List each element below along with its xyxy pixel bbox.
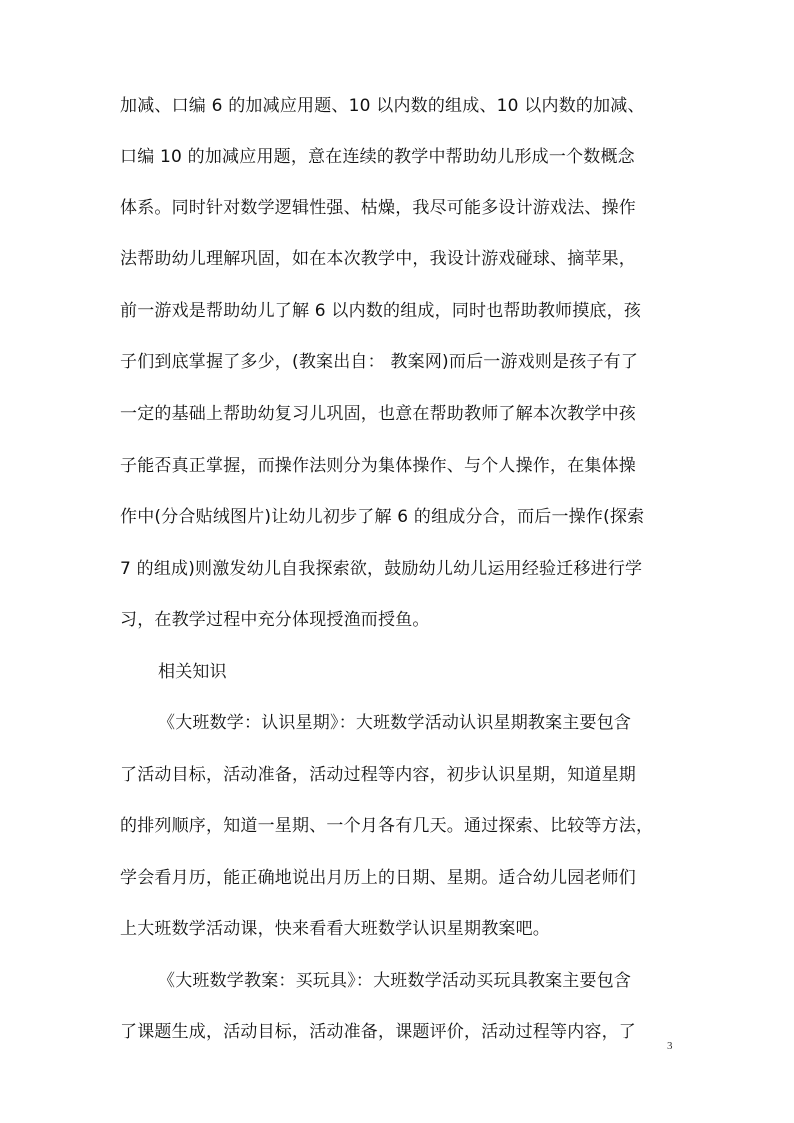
paragraph-line: 《大班数学：认识星期》：大班数学活动认识星期教案主要包含 — [158, 713, 632, 733]
section-heading: 相关知识 — [158, 662, 227, 682]
paragraph-line: 的排列顺序，知道一星期、一个月各有几天。通过探索、比较等方法， — [120, 816, 654, 836]
paragraph-line: 前一游戏是帮助幼儿了解 6 以内数的组成，同时也帮助教师摸底，孩 — [120, 301, 642, 321]
paragraph-line: 了活动目标，活动准备，活动过程等内容，初步认识星期，知道星期 — [120, 765, 636, 785]
paragraph-line: 作中(分合贴绒图片)让幼儿初步了解 6 的组成分合，而后一操作(探索 — [120, 507, 645, 527]
paragraph-line: 7 的组成)则激发幼儿自我探索欲，鼓励幼儿幼儿运用经验迁移进行学 — [120, 559, 643, 579]
paragraph-line: 加减、口编 6 的加减应用题、10 以内数的组成、10 以内数的加减、 — [120, 96, 645, 116]
page-number: 3 — [667, 1040, 673, 1052]
paragraph-line: 了课题生成，活动目标，活动准备，课题评价，活动过程等内容，了 — [120, 1022, 636, 1042]
paragraph-line: 《大班数学教案：买玩具》：大班数学活动买玩具教案主要包含 — [158, 971, 632, 991]
paragraph-line: 学会看月历，能正确地说出月历上的日期、星期。适合幼儿园老师们 — [120, 868, 636, 888]
paragraph-line: 子能否真正掌握，而操作法则分为集体操作、与个人操作，在集体操 — [120, 456, 636, 476]
paragraph-line: 口编 10 的加减应用题，意在连续的教学中帮助幼儿形成一个数概念 — [120, 147, 635, 167]
paragraph-line: 体系。同时针对数学逻辑性强、枯燥，我尽可能多设计游戏法、操作 — [120, 198, 636, 218]
paragraph-line: 习，在教学过程中充分体现授渔而授鱼。 — [120, 610, 430, 630]
paragraph-line: 法帮助幼儿理解巩固，如在本次教学中，我设计游戏碰球、摘苹果， — [120, 249, 636, 269]
paragraph-line: 子们到底掌握了多少，(教案出自： 教案网)而后一游戏则是孩子有了 — [120, 352, 639, 372]
paragraph-line: 上大班数学活动课，快来看看大班数学认识星期教案吧。 — [120, 919, 550, 939]
paragraph-line: 一定的基础上帮助幼复习儿巩固，也意在帮助教师了解本次教学中孩 — [120, 404, 636, 424]
